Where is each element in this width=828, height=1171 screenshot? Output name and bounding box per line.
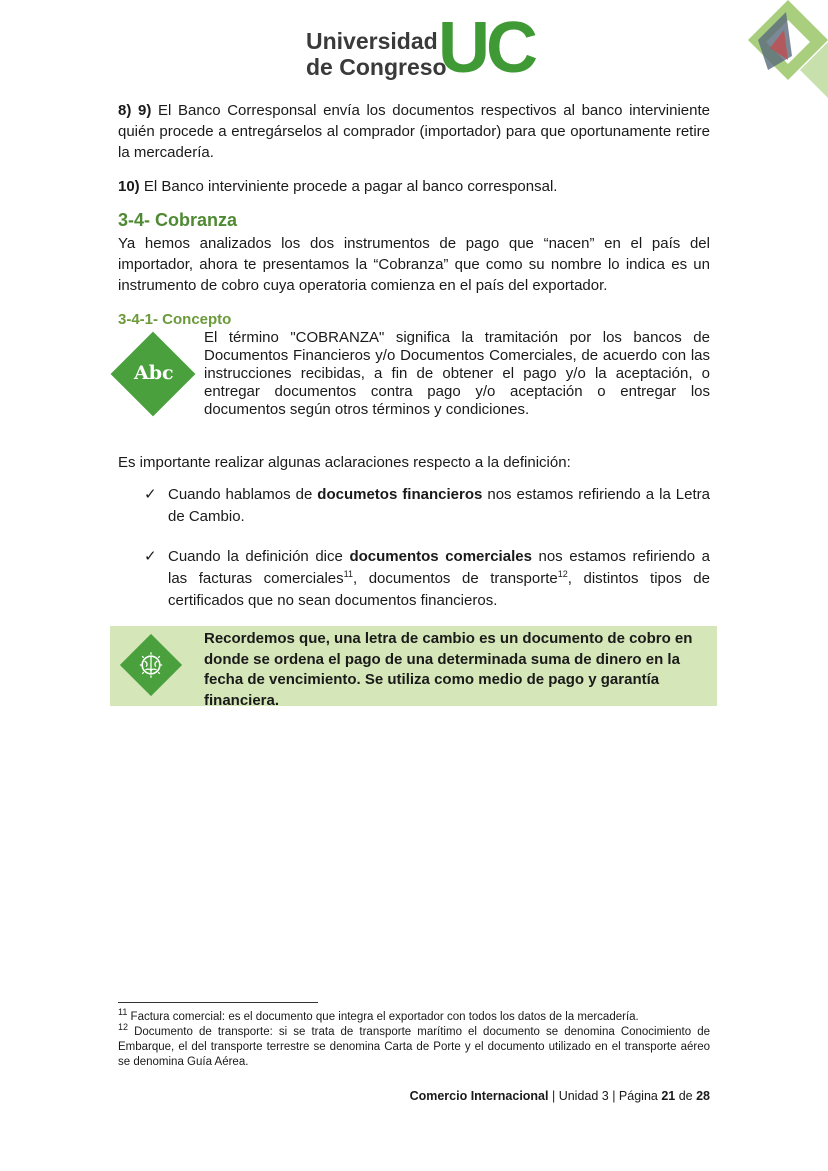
footnote-11: $^{11}$ Factura comercial: es el documento que integra el exportador con todos los datos de la mercadería.: [118, 1007, 639, 1023]
reminder-callout: [110, 626, 717, 709]
clarification-text: Es importante realizar algunas aclaraciones respecto a la definición:: [118, 454, 571, 471]
footnotes: [118, 1007, 710, 1070]
footnote-ref[interactable]: 11: [343, 569, 353, 579]
footnote-divider: [118, 1002, 318, 1003]
check-icon: ✓: [144, 486, 157, 503]
definition-text: El término "COBRANZA" significa la tramitación por los bancos de Documentos Financieros y/o Documentos Comerciales, de acuerdo con las instrucciones recibidas, a fin de obtener el pago y/o la aceptación, o entregar documentos contra pago y/o aceptación o entregar los documentos según otros términos y condiciones.: [204, 329, 710, 418]
page-total: 28: [696, 1089, 710, 1103]
corner-decoration-icon: [748, 0, 828, 104]
subsection-heading: 3-4-1- Concepto: [118, 311, 232, 328]
footnote-ref[interactable]: 12: [557, 569, 568, 579]
logo-line1: Universidad: [306, 28, 438, 54]
check-icon: ✓: [144, 548, 157, 565]
section-heading: 3-4- Cobranza: [118, 210, 238, 230]
footnote-12: $^{12}$ Documento de transporte: si se trata de transporte marítimo el documento se denomina Conocimiento de Embarque, el del transporte terrestre se denomina Carta de Porte y el documento utilizado en el transporte aéreo se denomina Guía Aérea.: [118, 1022, 710, 1068]
abc-icon: Abc: [118, 335, 198, 415]
callout-text: Recordemos que, una letra de cambio es un documento de cobro en donde se ordena el pago de una determinada suma de dinero en la fecha de vencimiento. Se utiliza como medio de pago y garantía financiera.: [204, 630, 693, 709]
page-footer: Comercio Internacional | Unidad 3 | Página 21 de 28: [409, 1089, 710, 1103]
logo-mark: UC: [438, 8, 534, 88]
brain-icon: [122, 636, 182, 696]
section-intro: Ya hemos analizados los dos instrumentos de pago que “nacen” en el país del importador, ahora te presentamos la “Cobranza” que como su nombre lo indica es un instrumento de cobro cuya operatoria comienza en el país del exportador.: [118, 235, 710, 294]
page-number: 21: [661, 1089, 676, 1103]
university-logo: [306, 8, 536, 88]
logo-line2: de Congreso: [306, 54, 447, 80]
paragraph-10: 10) El Banco interviniente procede a pagar al banco corresponsal.: [118, 178, 558, 195]
paragraph-8-9: 8) 9) El Banco Corresponsal envía los documentos respectivos al banco interviniente quién procede a entregárselos al comprador (importador) para que oportunamente retire la mercadería.: [118, 102, 710, 161]
course-name: Comercio Internacional: [409, 1089, 549, 1103]
